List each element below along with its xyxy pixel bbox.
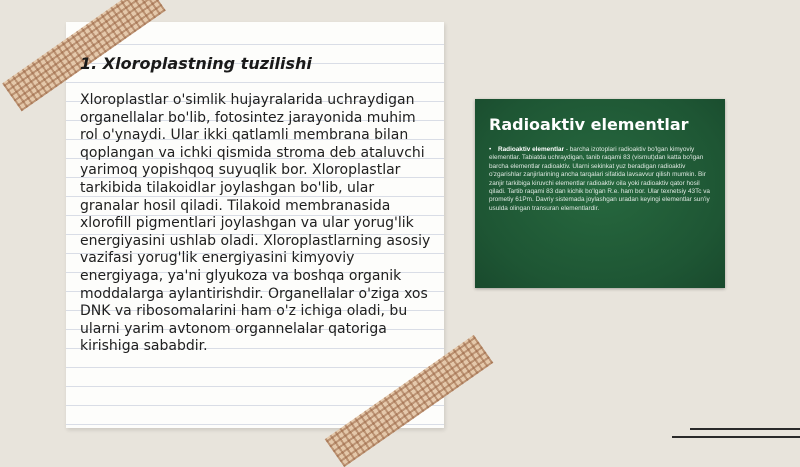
decorative-line-bottom [672,436,800,438]
card-bullet-item [489,146,715,213]
section-heading: 1. Xloroplastning tuzilishi [80,54,312,73]
decorative-line-top [690,428,800,430]
body-paragraph: Xloroplastlar o'simlik hujayralarida uchraydigan organellalar bo'lib, fotosintez jarayonida muhim rol o'ynaydi. Ular ikki qatlamli membrana bilan qoplangan va ichki qismida stroma deb ataluvchi yarimoq yopishqoq suyuqlik bor. Xloroplastlar tarkibida tilakoidlar joylashgan bo'lib, ular granalar hosil qiladi. Tilakoid membranasida xlorofill pigmentlari joylashgan va ular yorug'lik energiyasini ushlab oladi. Xloroplastlarning asosiy vazifasi yorug'lik energiyasini kimyoviy energiyaga, ya'ni glyukoza va boshqa organik moddalarga aylantirishdir. Organellalar o'ziga xos DNK va ribosomalarini ham o'z ichiga oladi, bu ularni yarim avtonom organnelalar qatoriga kirishiga sababdir. [80,92,431,355]
card-title: Radioaktiv elementlar [489,115,689,134]
radioactive-elements-card [475,99,725,288]
card-bullet-lead: Radioaktiv elementlar [498,146,565,153]
card-bullet-text: - barcha izotoplari radioaktiv bo'lgan kimyoviy elementlar. Tabiatda uchraydigan, tanib raqami 83 (vismut)dan katta bo'lgan barcha elementlar radioaktiv. Ularni sekinkat yuz beradigan radioaktiv o'zgarishlar zanjirlarining ancha tarqalari sifatida lavsavvur qilish mumkin. Bir zanjir tarkibiga kiruvchi elementlar radioaktiv oila yoki radioaktiv qator hosil qiladi. Tartib raqami 83 dan kichik bo'lgan R.e. ham bor. Ular texnetsiy 43Tc va prometiy 61Pm. Davriy sistemada joylashgan uradan keyingi elementlar sun'iy usulda olingan transuran elementlardir. [489,146,710,212]
bullet-marker: • [489,146,492,153]
